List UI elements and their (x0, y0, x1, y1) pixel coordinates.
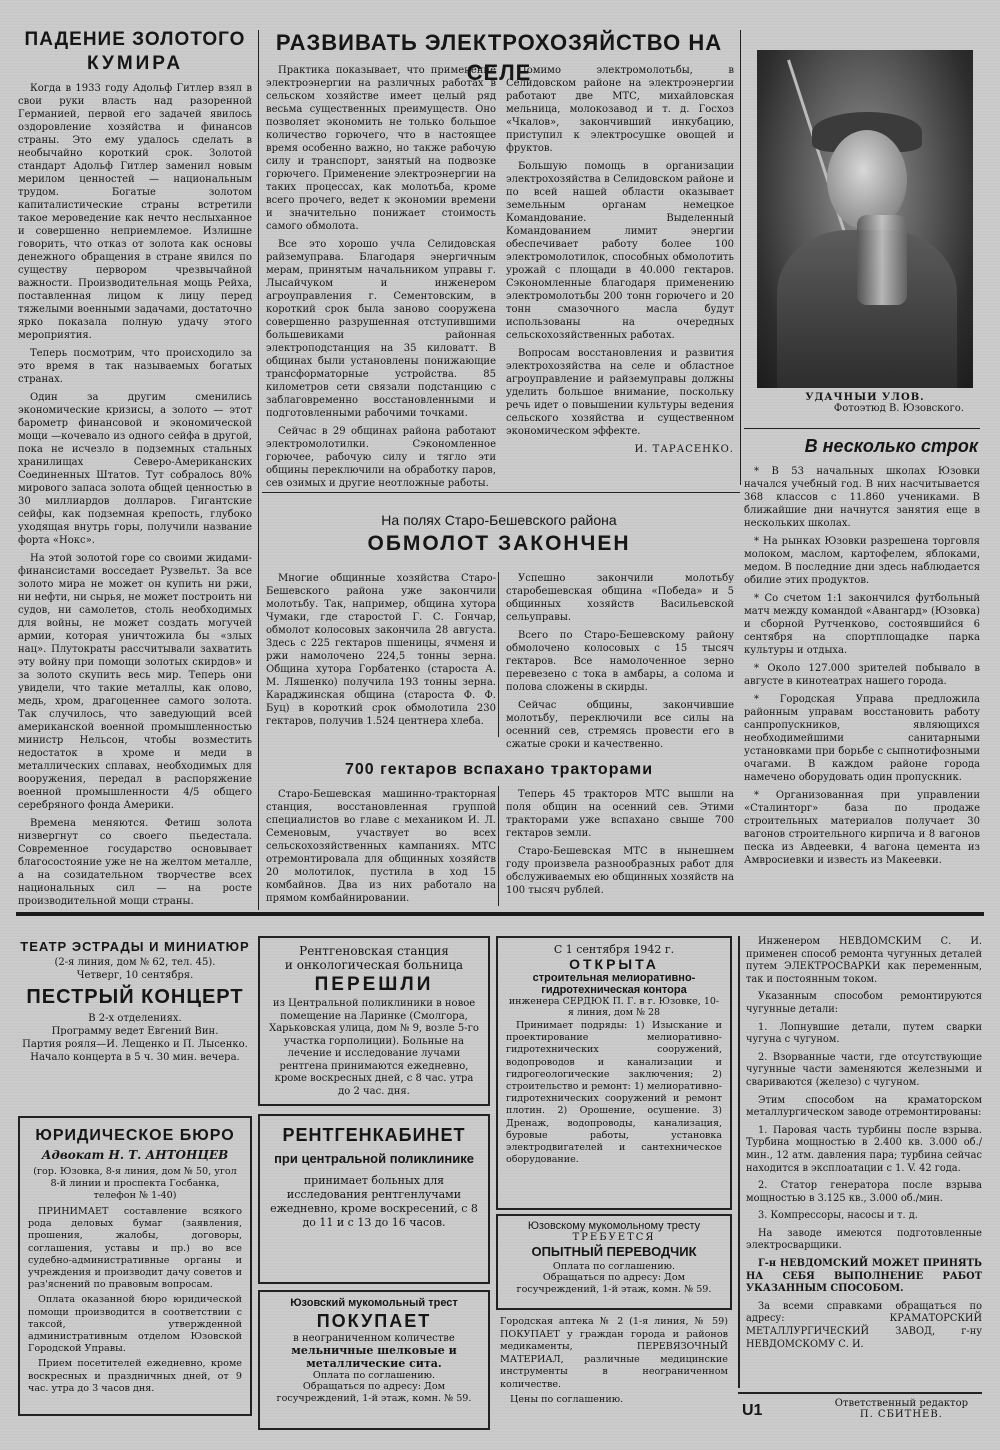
ad-translator (496, 1214, 732, 1310)
ad-line: Обращаться по адресу: Дом госучреждений, 1-й этаж, комн. № 59. (516, 1272, 712, 1295)
column-rule (740, 30, 741, 485)
article-title: 700 гектаров вспахано тракторами (344, 761, 654, 778)
ad-electrowelding (738, 936, 982, 1388)
ad-text: 2. Статор генератора после взрыва мощностью в 3.125 кв., 3.000 об./мин. (746, 1180, 982, 1204)
ad-xray-station (258, 936, 490, 1106)
article-title: ПАДЕНИЕ ЗОЛОТОГО (24, 29, 246, 50)
article-threshing (262, 512, 736, 752)
ad-line: Оплата по соглашению. (312, 1370, 436, 1381)
article-title-2: КУМИРА (86, 53, 184, 74)
ad-line: Рентгеновская станция (299, 944, 449, 958)
editor-name: П. СБИТНЕВ. (859, 1409, 943, 1420)
paragraph: Помимо электромолотьбы, в Селидовском районе на электроэнергии работают две МТС, михайловская мельница, молокозавод и т. д. Госхоз «Чкалов», закончивший инкубацию, приступил к электросушке овощей и фруктов. (506, 65, 734, 154)
ad-line: Программу ведет Евгений Вин. (51, 1026, 219, 1037)
ad-line: при центральной поликлинике (274, 1151, 474, 1166)
author-signature: И. ТАРАСЕНКО. (634, 444, 734, 455)
ad-line: инженера СЕРДЮК П. Г. в г. Юзовке, 10-я линия, дом № 28 (508, 996, 720, 1018)
news-item: * Городская Управа предложила районным управам восстановить работу санпропускников, являющихся необходимейшими санитарными установками при борьбе с сыпнотифозными очагами. В каждом районе города намечено оборудовать один пропускник. (744, 694, 980, 783)
paragraph: На этой золотой горе со своими жидами-финансистами восседает Рузвельт. За все золото мира не может он купить ни ржи, ни нефти, ни сырья, не может построить ни судов, ни самолетов, столь необходимых для войны, не может создать могучей армии, которая уничтожила бы «злых нац». Плутократы рассчитывали захватить эту войну при помощи золотых скирдов» и за золото скупить весь мир. Теперь они увидели, что такие металлы, как олово, медь, хром, драгоценнее самого золота. Так случилось, что заведующий всей американской военной промышленностью министр Нельсон, чтобы возместить недостаток в хроме и меди в металлических сплавах, необходимых для вооружения, передал в распоряжение военной промышленности 4/5 общего серебряного фонда Америки. (18, 553, 252, 811)
paragraph: Старо-Бешевская МТС в нынешнем году произвела разнообразных работ для обслуживаемых ею общинных хозяйств на 100 тысяч рублей. (506, 846, 734, 896)
ad-line: Оплата по соглашению. (552, 1261, 676, 1272)
ad-line: В 2-х отделениях. (88, 1013, 182, 1024)
paragraph: Многие общинные хозяйства Старо-Бешевского района уже закончили молотьбу. Так, например, община хутора Чумаки, где старостой Г. С. Гончар, обмолот колосовых закончила 28 августа. Здесь с 225 гектаров пшеницы, ячменя и ржи намолочено 224,5 тонны зерна. Община хутора Горбатенко (староста А. М. Ляшенко) получила 193 тонны зерна. Караджинская община (староста Ф. Ф. Буц) в короткий срок обмолотила 230 гектаров, получив 1.524 центнера хлеба. (266, 573, 496, 727)
news-item: * Около 127.000 зрителей побывало в августе в кинотеатрах нашего города. (744, 663, 980, 687)
paragraph: Теперь 45 тракторов МТС вышли на поля общин на осенний сев. Этими тракторами уже вспахано свыше 700 гектаров земли. (506, 789, 734, 839)
column-rule (498, 572, 499, 737)
ad-pharmacy (496, 1314, 732, 1424)
ad-line: гидротехническая контора (541, 984, 687, 996)
paragraph: Практика показывает, что применение электроэнергии на различных работах в сельском хозяйстве имеет целый ряд весьма существенных преимуществ. Оно позволяет экономить не только большое количество горючего, что в настоящее время особенно важно, но также рабочую силу и транспорт, занятый на подвозке горючего. Применение электроэнергии на таких процессах, как молотьба, кроме всего прочего, ведет к экономии времени и значительно понижает стоимость самого обмолота. (266, 65, 496, 232)
ad-headline: ОТКРЫТА (569, 956, 659, 972)
ad-line: Партия рояля—И. Лещенко и П. Лысенко. (22, 1039, 248, 1050)
news-in-brief (744, 434, 980, 910)
section-rule (262, 492, 740, 493)
ad-line: Юзовскому мукомольному тресту (527, 1220, 701, 1232)
ad-text: На заводе имеются подготовленные электросварщики. (746, 1227, 982, 1252)
ad-text: Прием посетителей ежедневно, кроме воскресных и праздничных дней, от 9 час. утра до 3 часов дня. (28, 1358, 242, 1394)
paragraph: Сейчас общины, закончившие молотьбу, переключили все силы на осенний сев, стремясь провести его в сжатые сроки и качественно. (506, 700, 734, 750)
section-title: В несколько строк (804, 436, 978, 456)
ad-construction-office (496, 936, 732, 1210)
section-rule-thick (16, 912, 984, 916)
ad-headline: РЕНТГЕНКАБИНЕТ (282, 1125, 466, 1145)
article-electrification (262, 28, 736, 490)
ad-line: мельничные шелковые и металлические сита. (291, 1344, 457, 1370)
ad-text: Указанным способом ремонтируются чугунные детали: (746, 991, 982, 1015)
paragraph: Старо-Бешевская машинно-тракторная станция, восстановленная группой специалистов во главе с механиком И. Л. Семеновым, участвует во всех сельскохозяйственных кампаниях. МТС отремонтировала для общинных хозяйств 20 молотилок, пустила в ход 15 комбайнов. Два из них работало на прямом комбайнировании. (266, 789, 496, 904)
ad-text: 1. Паровая часть турбины после взрыва. Турбина мощностью в 2.400 кв. 3.000 об./мин., 12 атм. давления пара; турбина сейчас находится в эксплоатации с 1. V. 42 года. (746, 1124, 982, 1174)
ad-text: За всеми справками обращаться по адресу: КРАМАТОРСКИЙ МЕТАЛЛУРГИЧЕСКИЙ ЗАВОД, г-ну НЕВДОМСКОМУ С. И. (746, 1300, 982, 1350)
photo-caption (750, 392, 980, 422)
ad-headline: ПЕСТРЫЙ КОНЦЕРТ (26, 986, 244, 1008)
caption-credit: Фотоэтюд В. Юзовского. (833, 403, 964, 414)
news-item: * Организованная при управлении «Сталинторг» база по продаже строительных материалов получает 30 вагонов строительного кирпича и 8 вагонов песка из Авдеевки, 4 вагона цемента из Амвросиевки и известь из Макеевки. (744, 790, 980, 866)
paragraph: Большую помощь в организации электрохозяйства в Селидовском районе и по всей нашей области оказывает земельным органам немецкое Командование. Выделенный Командованием лимит энергии обеспечивает работу более 100 электромолотилок, способных обмолотить урожай с площади в 40.000 гектаров. Сэкономленные благодаря применению электромолотьбы 200 тонн горючего и 20 тонн смазочного масла будут использованы на очередных сельскохозяйственных работах. (506, 161, 734, 341)
ad-line: ТРЕБУЕТСЯ (572, 1232, 656, 1243)
news-item: * В 53 начальных школах Юзовки начался учебный год. В них насчитывается 368 классов с 11.860 учениками. В ближайшие дни начнутся занятия еще в нескольких школах. (744, 466, 980, 529)
ad-theatre (18, 938, 252, 1108)
ad-text: 3. Компрессоры, насосы и т. д. (758, 1210, 918, 1222)
ad-line: и онкологическая больница (284, 958, 464, 972)
ad-line: С 1 сентября 1942 г. (553, 943, 675, 956)
ad-line: Цены по соглашению. (510, 1393, 624, 1405)
paragraph: Когда в 1933 году Адольф Гитлер взял в свои руки власть над разоренной Германией, первой его задачей явилось оздоровление хозяйства и финансов страны. Это ему удалось сделать в необычайно короткий срок. Золотой стандарт Адольф Гитлер заменил новым мерилом ценностей — национальным трудом. Богатые золотом капиталистические страны встретили такое мероведение как нечто неслыханное и совершенно неприемлемое. Излишне говорить, что отказ от золота как основы денежного обращения в стране явился по существу первором чрезвычайной важности. Производительная мощь Рейха, поставленная лицом к лицу перед тяжелыми военными задачами, достаточно ярко показала полную удачу этого мероприятия. (18, 83, 252, 341)
ad-headline: ПЕРЕШЛИ (314, 974, 434, 995)
paragraph: Успешно закончили молотьбу старобешевская община «Победа» и 5 общинных хозяйств Васильевской сельуправы. (506, 573, 734, 623)
ad-line: Начало концерта в 5 ч. 30 мин. вечера. (30, 1052, 240, 1063)
news-item: * Со счетом 1:1 закончился футбольный матч между командой «Авангард» (Юзовка) и сборной Рутченково, состоявшийся 6 сентября на спортплощадке парка культуры и отдыха. (744, 593, 980, 656)
ad-text: Принимает подряды: 1) Изыскание и проектирование мелиоративно-гидротехнических сооружений, водопроводов и канализации и гидрогеологические заключения; 2) строительство и ремонт: 1) мелиоративно-гидротехнических сооружений и ремонт плотин. 2) Орошение, осушение. 3) Дренаж, водопроводы, канализация, буровые работы, установка электродвигателей и сантехническое оборудование. (506, 1020, 722, 1166)
paragraph: Вопросам восстановления и развития электрохозяйства на селе и областное агроуправление и райземуправы должны уделить большое внимание, поскольку речь идет о повышении культуры ведения сельского хозяйства и существенном экономическом эффекте. (506, 348, 734, 437)
article-kicker: На полях Старо-Бешевского района (381, 512, 617, 528)
paragraph: Все это хорошо учла Селидовская райземуправа. Благодаря энергичным мерам, принятым начальником управы г. Лысайчуком и инженером агроуправления г. Сементовским, в короткий срок была заново сооружена совершенно разрушенная отступившими большевиками районная электроподстанция на 35 киловатт. В общинах были установлены понижающие трансформаторные устройства. 85 километров сети связали подстанцию с заблаговременно восстановленными и подготовленными рабочими точками. (266, 239, 496, 419)
ad-text: из Центральной поликлиники в новое помещение на Ларинке (Смолгора, Харьковская улица, дом № 9, возле 5-го участка горполиции). Больные на лечение и исследование лучами рентгена принимаются ежедневно, кроме воскресных дней, с 8 час. утра до 2 час. дня. (269, 998, 479, 1097)
ad-mill-trust (258, 1290, 490, 1430)
ad-text: принимает больных для исследования рентгенлучами ежедневно, кроме воскресений, с 8 до 11 и с 13 до 16 часов. (270, 1174, 478, 1229)
issue-mark: U1 (742, 1402, 763, 1419)
ad-headline: ОПЫТНЫЙ ПЕРЕВОДЧИК (531, 1244, 697, 1259)
ad-text: Г-н НЕВДОМСКИЙ МОЖЕТ ПРИНЯТЬ НА СЕБЯ ВЫПОЛНЕНИЕ РАБОТ УКАЗАННЫМ СПОСОБОМ. (746, 1258, 982, 1295)
news-item: * На рынках Юзовки разрешена торговля молоком, маслом, картофелем, яблоками, медом. В последние дни здесь наблюдается обилие этих продуктов. (744, 536, 980, 586)
article-golden-idol (18, 28, 252, 908)
column-rule (498, 786, 499, 906)
paragraph: Сейчас в 29 общинах района работают электромолотилки. Сэкономленное горючее, рабочую силу и тягло эти общины переключили на обработку паров, сев озимых и другие неотложные работы. (266, 426, 496, 489)
ad-headline: ПОКУПАЕТ (316, 1311, 432, 1331)
footer-editor (740, 1396, 982, 1426)
ad-text: Этим способом на краматорском металлургическом заводе отремонтированы: (746, 1094, 982, 1119)
ad-line: (2-я линия, дом № 62, тел. 45). (54, 957, 216, 968)
editor-label: Ответственный редактор (834, 1398, 968, 1409)
ad-text: Инженером НЕВДОМСКИМ С. И. применен способ ремонта чугунных деталей путем ЭЛЕКТРОСВАРКИ как переменным, так и постоянным током. (746, 936, 982, 985)
ad-text: 2. Взорванные части, где отсутствующие чугунные части заменяются железными и свариваются (железо) с чугуном. (746, 1051, 982, 1088)
section-rule (744, 428, 980, 429)
ad-line: Юзовский мукомольный трест (290, 1297, 458, 1309)
paragraph: Теперь посмотрим, что происходило за это время в так называемых богатых странах. (18, 348, 252, 385)
article-title: РАЗВИВАТЬ ЭЛЕКТРОХОЗЯЙСТВО НА СЕЛЕ (275, 30, 723, 85)
paragraph: Всего по Старо-Бешевскому району обмолочено колосовых с 15 тысяч гектаров. Все намолоченное зерно перевезено с тока в амбары, а солома и полова сложены в скирды. (506, 630, 734, 693)
ad-text: 1. Лопнувшие детали, путем сварки чугуна с чугуном. (746, 1021, 982, 1046)
column-rule (258, 30, 259, 910)
paragraph: Один за другим сменились экономические кризисы, а золото — этот барометр финансовой и экономической мощи —кочевало из одного сейфа в другой, пока не исчезло в подземных стальных хранилищах Северо-Американских Соединенных Штатов. Тут собралось 80% мирового запаса золота общей ценностью в 30 миллиардов долларов. Гигантские сейфы, как подземная крепость, глубоко уходящая внутрь горы, получили название форта «Нокс». (18, 392, 252, 546)
ad-line: в неограниченном количестве (293, 1333, 455, 1344)
caption-title: УДАЧНЫЙ УЛОВ. (805, 392, 925, 403)
ad-text: Оплата оказанной бюро юридической помощи производится в соответствии с таксой, утвержденной административным отделом Юзовской Городской Управы. (28, 1294, 242, 1355)
ad-line: Четверг, 10 сентября. (76, 970, 194, 981)
ad-legal-bureau (18, 1116, 252, 1416)
section-rule (738, 1392, 982, 1394)
ad-line: строительная мелиоративно- (532, 972, 696, 984)
ad-line: Обращаться по адресу: Дом госучреждений, 1-й этаж, комн. № 59. (276, 1381, 472, 1404)
ad-text: ПРИНИМАЕТ составление всякого рода деловых бумаг (заявления, прошения, жалобы, договоры, соглашения, уставы и пр.) во все судебно-административные органы и учреждения и производит дачу советов и раз'яснений по правовым вопросам. (28, 1206, 242, 1291)
ad-xray-cabinet (258, 1114, 490, 1284)
ad-line: (гор. Юзовка, 8-я линия, дом № 50, угол 8-й линии и проспекта Госбанка, телефон № 1-40) (33, 1166, 237, 1201)
ad-title: ТЕАТР ЭСТРАДЫ И МИНИАТЮР (20, 939, 250, 954)
photo-fisher (757, 50, 973, 388)
ad-title: ЮРИДИЧЕСКОЕ БЮРО (35, 1127, 235, 1144)
article-tractors (262, 758, 736, 908)
article-title: ОБМОЛОТ ЗАКОНЧЕН (367, 532, 631, 555)
ad-line: Адвокат Н. Т. АНТОНЦЕВ (41, 1148, 229, 1162)
ad-text: Городская аптека № 2 (1-я линия, № 59) ПОКУПАЕТ у граждан города и районов медикаменты, ПЕРЕВЯЗОЧНЫЙ МАТЕРИАЛ, различные медицинские инструменты в неограниченном количестве. (500, 1316, 728, 1390)
paragraph: Времена меняются. Фетиш золота низвергнут со своего пьедестала. Современное государство основывает благосостояние уже не на желтом металле, а на созидательном творчестве всех национальных сил — на росте производительной мощи страны. (18, 818, 252, 907)
